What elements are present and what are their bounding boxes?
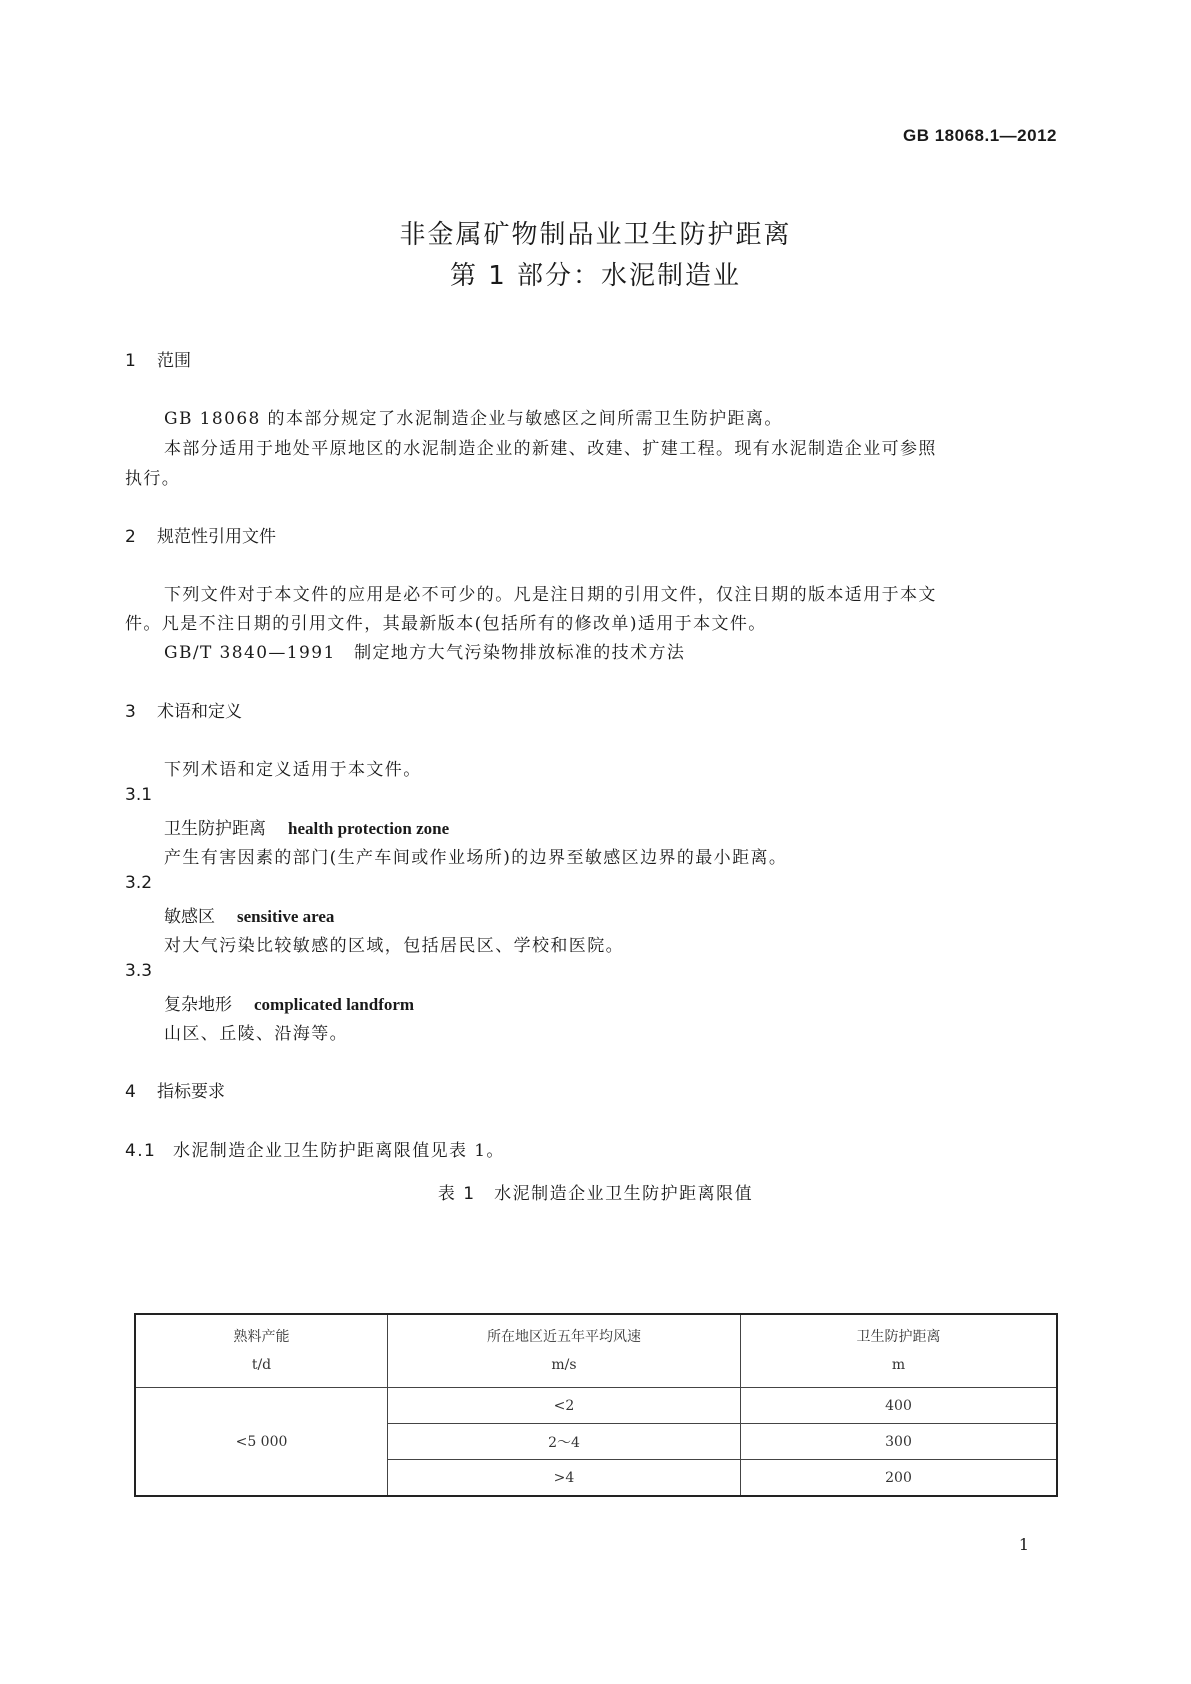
- term-entry: [164, 990, 414, 1015]
- wind-speed-cell: <2: [388, 1388, 741, 1424]
- section-number: 3: [125, 702, 136, 722]
- section-4-heading: [125, 1077, 225, 1102]
- clause-text: 水泥制造企业卫生防护距离限值见表 1。: [173, 1141, 505, 1161]
- header-cell: [388, 1314, 741, 1388]
- paragraph: GB 18068 的本部分规定了水泥制造企业与敏感区之间所需卫生防护距离。: [164, 409, 783, 429]
- distance-cell: 300: [741, 1424, 1058, 1460]
- header-unit: m/s: [551, 1357, 577, 1373]
- paragraph: 件。凡是不注日期的引用文件，其最新版本(包括所有的修改单)适用于本文件。: [125, 614, 767, 634]
- term-en: complicated landform: [254, 995, 415, 1014]
- distance-cell: 400: [741, 1388, 1058, 1424]
- clause-number: 4.1: [125, 1141, 157, 1161]
- header-unit: t/d: [251, 1357, 272, 1373]
- capacity-cell: <5 000: [135, 1388, 388, 1497]
- section-title: 指标要求: [157, 1082, 225, 1102]
- term-zh: 复杂地形: [164, 995, 232, 1015]
- section-1-heading: [125, 346, 191, 371]
- paragraph: 下列术语和定义适用于本文件。: [164, 760, 422, 780]
- paragraph: 执行。: [125, 469, 181, 489]
- section-number: 4: [125, 1082, 136, 1102]
- section-number: 2: [125, 527, 136, 547]
- section-3-heading: [125, 697, 242, 722]
- normative-reference: GB/T 3840—1991 制定地方大气污染物排放标准的技术方法: [164, 643, 686, 663]
- term-en: sensitive area: [237, 907, 335, 926]
- header-name: 熟料产能: [233, 1329, 290, 1345]
- header-name: 所在地区近五年平均风速: [487, 1329, 641, 1345]
- section-2-heading: [125, 522, 276, 547]
- section-number: 1: [125, 351, 136, 371]
- table-caption: 表 1 水泥制造企业卫生防护距离限值: [437, 1184, 754, 1204]
- term-zh: 敏感区: [164, 907, 215, 927]
- table-header-row: [135, 1314, 1057, 1388]
- wind-speed-cell: >4: [388, 1460, 741, 1497]
- term-number: 3.3: [125, 961, 153, 981]
- wind-speed-cell: 2～4: [388, 1424, 741, 1460]
- term-number: 3.2: [125, 873, 153, 893]
- term-entry: [164, 902, 334, 927]
- term-zh: 卫生防护距离: [164, 819, 266, 839]
- section-title: 规范性引用文件: [157, 527, 276, 547]
- term-en: health protection zone: [288, 819, 450, 838]
- document-subtitle: 第 1 部分：水泥制造业: [449, 261, 742, 291]
- standard-number: GB 18068.1—2012: [903, 126, 1057, 145]
- term-entry: [164, 814, 449, 839]
- header-name: 卫生防护距离: [856, 1329, 941, 1345]
- paragraph: 本部分适用于地处平原地区的水泥制造企业的新建、改建、扩建工程。现有水泥制造企业可参照: [164, 439, 937, 459]
- distance-cell: 200: [741, 1460, 1058, 1497]
- term-definition: 产生有害因素的部门(生产车间或作业场所)的边界至敏感区边界的最小距离。: [164, 848, 788, 868]
- document-title: 非金属矿物制品业卫生防护距离: [399, 220, 792, 250]
- header-cell: [135, 1314, 388, 1388]
- header-unit: m: [891, 1357, 906, 1373]
- clause-4-1: [125, 1136, 505, 1161]
- term-definition: 对大气污染比较敏感的区域，包括居民区、学校和医院。: [164, 936, 624, 956]
- paragraph: 下列文件对于本文件的应用是必不可少的。凡是注日期的引用文件，仅注日期的版本适用于本文: [164, 585, 937, 605]
- header-cell: [741, 1314, 1058, 1388]
- page-number: 1: [1018, 1535, 1029, 1554]
- term-number: 3.1: [125, 785, 153, 805]
- limits-table: [134, 1313, 1058, 1497]
- term-definition: 山区、丘陵、沿海等。: [164, 1024, 348, 1044]
- section-title: 术语和定义: [157, 702, 242, 722]
- table-row: [135, 1388, 1057, 1424]
- section-title: 范围: [157, 351, 191, 371]
